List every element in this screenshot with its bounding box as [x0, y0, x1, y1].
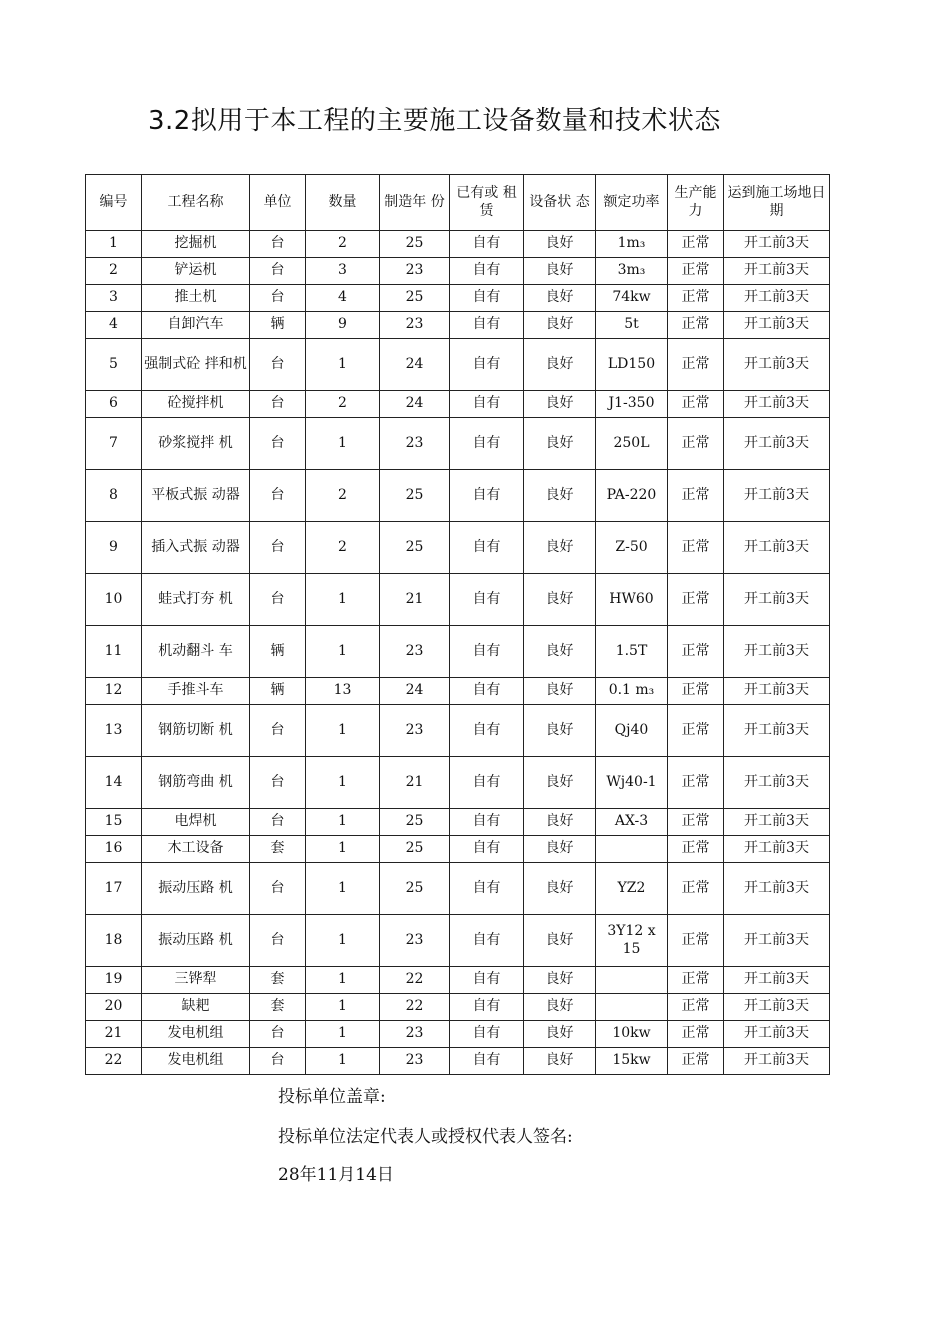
cell-date: 开工前3天	[724, 705, 830, 757]
cell-power	[596, 836, 668, 863]
header-qty: 数量	[306, 175, 380, 231]
cell-date: 开工前3天	[724, 418, 830, 470]
table-row	[86, 1021, 830, 1048]
cell-capacity: 正常	[668, 1048, 724, 1075]
cell-qty: 9	[306, 312, 380, 339]
cell-date: 开工前3天	[724, 836, 830, 863]
cell-qty: 13	[306, 678, 380, 705]
table-row	[86, 994, 830, 1021]
cell-state: 良好	[524, 678, 596, 705]
cell-date: 开工前3天	[724, 678, 830, 705]
cell-qty: 1	[306, 863, 380, 915]
cell-name: 砼搅拌机	[142, 391, 250, 418]
cell-no: 11	[86, 626, 142, 678]
cell-qty: 1	[306, 574, 380, 626]
cell-qty: 1	[306, 967, 380, 994]
cell-name: 发电机组	[142, 1021, 250, 1048]
cell-name: 振动压路 机	[142, 915, 250, 967]
cell-power: 1m₃	[596, 231, 668, 258]
cell-no: 8	[86, 470, 142, 522]
cell-state: 良好	[524, 994, 596, 1021]
cell-capacity: 正常	[668, 522, 724, 574]
cell-power: 250L	[596, 418, 668, 470]
cell-unit: 台	[250, 470, 306, 522]
cell-no: 17	[86, 863, 142, 915]
cell-unit: 辆	[250, 626, 306, 678]
cell-name: 机动翻斗 车	[142, 626, 250, 678]
cell-no: 2	[86, 258, 142, 285]
cell-qty: 1	[306, 994, 380, 1021]
table-row	[86, 470, 830, 522]
cell-no: 19	[86, 967, 142, 994]
cell-capacity: 正常	[668, 391, 724, 418]
cell-name: 钢筋弯曲 机	[142, 757, 250, 809]
cell-name: 自卸汽车	[142, 312, 250, 339]
cell-own: 自有	[450, 626, 524, 678]
cell-own: 自有	[450, 678, 524, 705]
cell-own: 自有	[450, 312, 524, 339]
cell-state: 良好	[524, 470, 596, 522]
table-row	[86, 312, 830, 339]
cell-state: 良好	[524, 285, 596, 312]
cell-capacity: 正常	[668, 863, 724, 915]
cell-name: 手推斗车	[142, 678, 250, 705]
cell-no: 12	[86, 678, 142, 705]
cell-no: 16	[86, 836, 142, 863]
cell-own: 自有	[450, 391, 524, 418]
cell-year: 23	[380, 705, 450, 757]
cell-state: 良好	[524, 836, 596, 863]
cell-capacity: 正常	[668, 231, 724, 258]
cell-date: 开工前3天	[724, 574, 830, 626]
cell-capacity: 正常	[668, 339, 724, 391]
cell-own: 自有	[450, 705, 524, 757]
table-row	[86, 863, 830, 915]
cell-date: 开工前3天	[724, 231, 830, 258]
table-row	[86, 522, 830, 574]
cell-name: 推土机	[142, 285, 250, 312]
cell-own: 自有	[450, 1021, 524, 1048]
cell-own: 自有	[450, 470, 524, 522]
table-row	[86, 285, 830, 312]
cell-state: 良好	[524, 863, 596, 915]
cell-power: J1-350	[596, 391, 668, 418]
cell-qty: 1	[306, 705, 380, 757]
cell-unit: 台	[250, 809, 306, 836]
cell-state: 良好	[524, 967, 596, 994]
cell-power: LD150	[596, 339, 668, 391]
cell-unit: 台	[250, 705, 306, 757]
cell-power: 3m₃	[596, 258, 668, 285]
cell-unit: 台	[250, 418, 306, 470]
cell-name: 木工设备	[142, 836, 250, 863]
cell-capacity: 正常	[668, 418, 724, 470]
cell-state: 良好	[524, 705, 596, 757]
cell-state: 良好	[524, 626, 596, 678]
cell-year: 25	[380, 809, 450, 836]
cell-power: Wj40-1	[596, 757, 668, 809]
cell-year: 21	[380, 757, 450, 809]
header-capacity: 生产能力	[668, 175, 724, 231]
sign-date: 28年11月14日	[278, 1165, 394, 1185]
cell-unit: 台	[250, 915, 306, 967]
cell-power: Z-50	[596, 522, 668, 574]
cell-qty: 1	[306, 1048, 380, 1075]
cell-year: 23	[380, 915, 450, 967]
cell-power	[596, 967, 668, 994]
cell-state: 良好	[524, 1048, 596, 1075]
cell-name: 挖掘机	[142, 231, 250, 258]
cell-power: AX-3	[596, 809, 668, 836]
cell-unit: 台	[250, 285, 306, 312]
cell-name: 砂浆搅拌 机	[142, 418, 250, 470]
cell-power	[596, 994, 668, 1021]
cell-capacity: 正常	[668, 258, 724, 285]
cell-date: 开工前3天	[724, 994, 830, 1021]
table-row	[86, 391, 830, 418]
cell-date: 开工前3天	[724, 626, 830, 678]
cell-no: 7	[86, 418, 142, 470]
cell-qty: 1	[306, 1021, 380, 1048]
header-state: 设备状 态	[524, 175, 596, 231]
cell-own: 自有	[450, 757, 524, 809]
table-row	[86, 915, 830, 967]
cell-state: 良好	[524, 312, 596, 339]
cell-year: 25	[380, 522, 450, 574]
cell-unit: 辆	[250, 678, 306, 705]
cell-power: YZ2	[596, 863, 668, 915]
cell-capacity: 正常	[668, 967, 724, 994]
cell-unit: 台	[250, 863, 306, 915]
header-unit: 单位	[250, 175, 306, 231]
cell-own: 自有	[450, 339, 524, 391]
cell-qty: 2	[306, 470, 380, 522]
cell-power: 3Y12 x 15	[596, 915, 668, 967]
cell-year: 23	[380, 418, 450, 470]
cell-power: PA-220	[596, 470, 668, 522]
cell-date: 开工前3天	[724, 1021, 830, 1048]
table-row	[86, 836, 830, 863]
cell-own: 自有	[450, 836, 524, 863]
cell-date: 开工前3天	[724, 391, 830, 418]
cell-power: 10kw	[596, 1021, 668, 1048]
cell-date: 开工前3天	[724, 522, 830, 574]
cell-year: 23	[380, 1048, 450, 1075]
cell-no: 1	[86, 231, 142, 258]
cell-state: 良好	[524, 757, 596, 809]
cell-no: 5	[86, 339, 142, 391]
cell-name: 钢筋切断 机	[142, 705, 250, 757]
header-name: 工程名称	[142, 175, 250, 231]
cell-year: 24	[380, 391, 450, 418]
signature-label: 投标单位法定代表人或授权代表人签名:	[278, 1127, 573, 1147]
cell-capacity: 正常	[668, 626, 724, 678]
cell-power: 74kw	[596, 285, 668, 312]
table-row	[86, 757, 830, 809]
cell-capacity: 正常	[668, 705, 724, 757]
cell-no: 21	[86, 1021, 142, 1048]
cell-year: 23	[380, 1021, 450, 1048]
cell-date: 开工前3天	[724, 915, 830, 967]
seal-label: 投标单位盖章:	[278, 1087, 386, 1107]
cell-unit: 台	[250, 258, 306, 285]
cell-name: 铲运机	[142, 258, 250, 285]
cell-capacity: 正常	[668, 470, 724, 522]
cell-own: 自有	[450, 258, 524, 285]
cell-qty: 1	[306, 809, 380, 836]
cell-own: 自有	[450, 522, 524, 574]
cell-date: 开工前3天	[724, 863, 830, 915]
cell-qty: 3	[306, 258, 380, 285]
table-row	[86, 678, 830, 705]
cell-own: 自有	[450, 809, 524, 836]
cell-state: 良好	[524, 1021, 596, 1048]
cell-year: 22	[380, 994, 450, 1021]
cell-own: 自有	[450, 915, 524, 967]
cell-state: 良好	[524, 574, 596, 626]
cell-own: 自有	[450, 967, 524, 994]
cell-year: 23	[380, 312, 450, 339]
cell-no: 15	[86, 809, 142, 836]
cell-date: 开工前3天	[724, 470, 830, 522]
cell-no: 14	[86, 757, 142, 809]
header-date: 运到施工场地日期	[724, 175, 830, 231]
cell-qty: 2	[306, 391, 380, 418]
cell-capacity: 正常	[668, 285, 724, 312]
cell-date: 开工前3天	[724, 757, 830, 809]
cell-unit: 辆	[250, 312, 306, 339]
cell-own: 自有	[450, 863, 524, 915]
cell-qty: 2	[306, 522, 380, 574]
cell-qty: 1	[306, 915, 380, 967]
cell-date: 开工前3天	[724, 339, 830, 391]
cell-no: 9	[86, 522, 142, 574]
cell-capacity: 正常	[668, 678, 724, 705]
cell-unit: 台	[250, 339, 306, 391]
equipment-table	[85, 174, 830, 1075]
header-no: 编号	[86, 175, 142, 231]
cell-state: 良好	[524, 391, 596, 418]
table-row	[86, 809, 830, 836]
cell-unit: 台	[250, 1021, 306, 1048]
cell-state: 良好	[524, 258, 596, 285]
cell-year: 25	[380, 231, 450, 258]
cell-name: 发电机组	[142, 1048, 250, 1075]
cell-year: 23	[380, 258, 450, 285]
cell-unit: 台	[250, 391, 306, 418]
cell-state: 良好	[524, 231, 596, 258]
cell-unit: 套	[250, 994, 306, 1021]
cell-capacity: 正常	[668, 312, 724, 339]
cell-state: 良好	[524, 522, 596, 574]
cell-state: 良好	[524, 809, 596, 836]
table-row	[86, 258, 830, 285]
cell-power: HW60	[596, 574, 668, 626]
cell-own: 自有	[450, 418, 524, 470]
cell-qty: 4	[306, 285, 380, 312]
table-row	[86, 574, 830, 626]
cell-capacity: 正常	[668, 994, 724, 1021]
cell-year: 25	[380, 470, 450, 522]
cell-qty: 1	[306, 626, 380, 678]
cell-unit: 台	[250, 757, 306, 809]
cell-no: 18	[86, 915, 142, 967]
header-power: 额定功率	[596, 175, 668, 231]
cell-own: 自有	[450, 1048, 524, 1075]
cell-year: 24	[380, 678, 450, 705]
cell-year: 23	[380, 626, 450, 678]
cell-date: 开工前3天	[724, 312, 830, 339]
table-row	[86, 418, 830, 470]
cell-capacity: 正常	[668, 757, 724, 809]
table-row	[86, 339, 830, 391]
cell-no: 20	[86, 994, 142, 1021]
cell-unit: 台	[250, 574, 306, 626]
cell-name: 插入式振 动器	[142, 522, 250, 574]
cell-year: 25	[380, 836, 450, 863]
cell-year: 21	[380, 574, 450, 626]
cell-power: 5t	[596, 312, 668, 339]
cell-qty: 1	[306, 757, 380, 809]
cell-name: 平板式振 动器	[142, 470, 250, 522]
cell-name: 缺耙	[142, 994, 250, 1021]
cell-qty: 1	[306, 339, 380, 391]
cell-capacity: 正常	[668, 809, 724, 836]
cell-unit: 台	[250, 231, 306, 258]
cell-own: 自有	[450, 574, 524, 626]
cell-unit: 台	[250, 1048, 306, 1075]
cell-own: 自有	[450, 231, 524, 258]
cell-capacity: 正常	[668, 836, 724, 863]
cell-no: 3	[86, 285, 142, 312]
cell-own: 自有	[450, 285, 524, 312]
cell-state: 良好	[524, 339, 596, 391]
cell-name: 振动压路 机	[142, 863, 250, 915]
cell-power: 1.5T	[596, 626, 668, 678]
cell-no: 22	[86, 1048, 142, 1075]
cell-qty: 1	[306, 836, 380, 863]
cell-state: 良好	[524, 915, 596, 967]
cell-power: Qj40	[596, 705, 668, 757]
header-row	[86, 175, 830, 231]
cell-power: 15kw	[596, 1048, 668, 1075]
cell-year: 25	[380, 863, 450, 915]
cell-name: 电焊机	[142, 809, 250, 836]
table-row	[86, 705, 830, 757]
cell-capacity: 正常	[668, 1021, 724, 1048]
cell-date: 开工前3天	[724, 285, 830, 312]
cell-name: 蛙式打夯 机	[142, 574, 250, 626]
cell-year: 24	[380, 339, 450, 391]
cell-unit: 套	[250, 967, 306, 994]
cell-own: 自有	[450, 994, 524, 1021]
header-year: 制造年 份	[380, 175, 450, 231]
cell-name: 强制式砼 拌和机	[142, 339, 250, 391]
cell-date: 开工前3天	[724, 809, 830, 836]
cell-year: 25	[380, 285, 450, 312]
cell-name: 三铧犁	[142, 967, 250, 994]
cell-unit: 台	[250, 522, 306, 574]
table-row	[86, 626, 830, 678]
cell-state: 良好	[524, 418, 596, 470]
cell-qty: 1	[306, 418, 380, 470]
cell-no: 6	[86, 391, 142, 418]
cell-no: 13	[86, 705, 142, 757]
table-row	[86, 231, 830, 258]
header-own: 已有或 租赁	[450, 175, 524, 231]
cell-qty: 2	[306, 231, 380, 258]
cell-date: 开工前3天	[724, 1048, 830, 1075]
cell-year: 22	[380, 967, 450, 994]
page-title: 3.2拟用于本工程的主要施工设备数量和技术状态	[148, 106, 721, 136]
cell-no: 10	[86, 574, 142, 626]
cell-capacity: 正常	[668, 915, 724, 967]
table-row	[86, 1048, 830, 1075]
cell-unit: 套	[250, 836, 306, 863]
table-row	[86, 967, 830, 994]
cell-date: 开工前3天	[724, 258, 830, 285]
cell-no: 4	[86, 312, 142, 339]
cell-power: 0.1 m₃	[596, 678, 668, 705]
cell-date: 开工前3天	[724, 967, 830, 994]
cell-capacity: 正常	[668, 574, 724, 626]
